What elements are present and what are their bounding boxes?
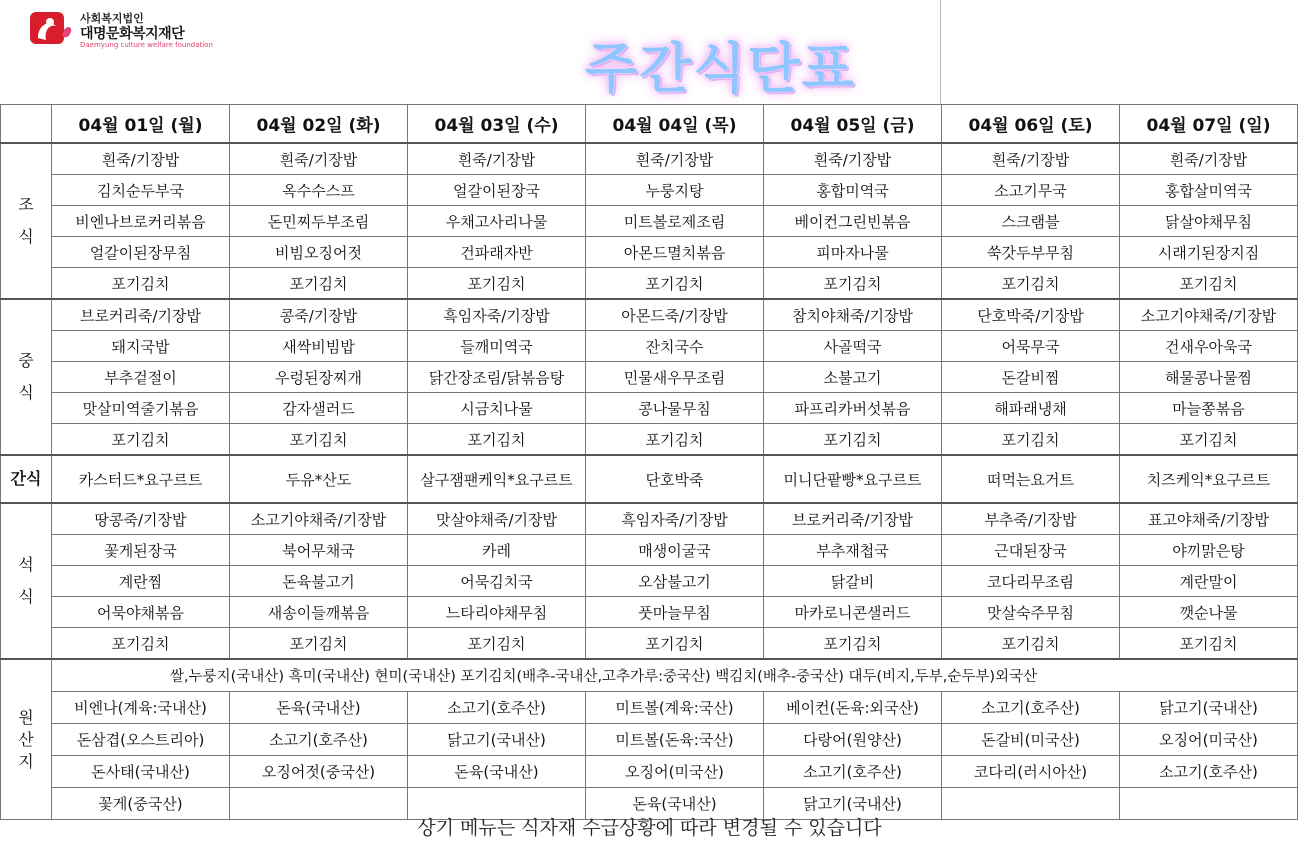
dinner-row (1, 628, 1298, 660)
menu-item: 닭살야채무침 (1120, 206, 1298, 237)
menu-item: 마늘쫑볶음 (1120, 393, 1298, 424)
menu-item: 카레 (408, 535, 586, 566)
origin-item: 돈사태(국내산) (52, 756, 230, 788)
menu-item: 미트볼로제조림 (586, 206, 764, 237)
menu-item: 돈갈비찜 (942, 362, 1120, 393)
snack-label: 간식 (1, 455, 52, 503)
menu-item: 포기김치 (586, 424, 764, 456)
menu-item: 흰죽/기장밥 (408, 143, 586, 175)
origin-common-row (1, 659, 1298, 692)
menu-item: 북어무채국 (230, 535, 408, 566)
menu-item: 흰죽/기장밥 (586, 143, 764, 175)
menu-item: 포기김치 (1120, 424, 1298, 456)
header-divider (940, 0, 941, 104)
origin-item: 비엔나(계육:국내산) (52, 692, 230, 724)
menu-item: 얼갈이된장국 (408, 175, 586, 206)
menu-item: 포기김치 (52, 424, 230, 456)
menu-item: 포기김치 (408, 268, 586, 300)
menu-item: 맛살숙주무침 (942, 597, 1120, 628)
menu-item: 새송이들깨볶음 (230, 597, 408, 628)
menu-item: 포기김치 (942, 268, 1120, 300)
origin-item: 소고기(호주산) (230, 724, 408, 756)
menu-item: 느타리야채무침 (408, 597, 586, 628)
origin-item: 오징어(미국산) (1120, 724, 1298, 756)
menu-item: 우렁된장찌개 (230, 362, 408, 393)
menu-item: 부추재첩국 (764, 535, 942, 566)
menu-item: 포기김치 (52, 268, 230, 300)
origin-item: 꽃게(중국산) (52, 788, 230, 820)
day-header: 04월 07일 (일) (1120, 105, 1298, 144)
menu-item: 베이컨그린빈볶음 (764, 206, 942, 237)
day-header: 04월 02일 (화) (230, 105, 408, 144)
dinner-label: 석 식 (1, 503, 52, 659)
menu-item: 파프리카버섯볶음 (764, 393, 942, 424)
origin-item: 돈육(국내산) (230, 692, 408, 724)
origin-item: 소고기(호주산) (1120, 756, 1298, 788)
lunch-row (1, 362, 1298, 393)
menu-item: 포기김치 (942, 628, 1120, 660)
menu-item: 해파래냉채 (942, 393, 1120, 424)
menu-item: 스크램블 (942, 206, 1120, 237)
menu-item: 야끼맑은탕 (1120, 535, 1298, 566)
menu-item: 풋마늘무침 (586, 597, 764, 628)
menu-item: 포기김치 (230, 268, 408, 300)
origin-item: 오징어젓(중국산) (230, 756, 408, 788)
snack-item: 단호박죽 (586, 455, 764, 503)
corner-cell (1, 105, 52, 144)
day-header-row (1, 105, 1298, 144)
breakfast-row (1, 268, 1298, 300)
origin-item: 닭고기(국내산) (1120, 692, 1298, 724)
menu-item: 오삼불고기 (586, 566, 764, 597)
menu-item: 포기김치 (408, 628, 586, 660)
menu-item: 민물새우무조림 (586, 362, 764, 393)
menu-item: 아몬드멸치볶음 (586, 237, 764, 268)
menu-item: 흰죽/기장밥 (942, 143, 1120, 175)
menu-item: 어묵야채볶음 (52, 597, 230, 628)
menu-item: 브로커리죽/기장밥 (52, 299, 230, 331)
menu-item: 돈육불고기 (230, 566, 408, 597)
menu-item: 코다리무조림 (942, 566, 1120, 597)
menu-item: 사골떡국 (764, 331, 942, 362)
breakfast-row (1, 143, 1298, 175)
origin-item: 다랑어(원양산) (764, 724, 942, 756)
menu-item: 홍합살미역국 (1120, 175, 1298, 206)
page-header (0, 0, 1299, 104)
breakfast-label: 조 식 (1, 143, 52, 299)
menu-item: 건새우아욱국 (1120, 331, 1298, 362)
day-header: 04월 04일 (목) (586, 105, 764, 144)
lunch-row (1, 424, 1298, 456)
menu-item: 소고기야채죽/기장밥 (230, 503, 408, 535)
lunch-row (1, 393, 1298, 424)
origin-label: 원 산 지 (1, 659, 52, 820)
day-header: 04월 03일 (수) (408, 105, 586, 144)
menu-item: 잔치국수 (586, 331, 764, 362)
breakfast-row (1, 206, 1298, 237)
menu-item: 깻순나물 (1120, 597, 1298, 628)
menu-item: 흰죽/기장밥 (230, 143, 408, 175)
menu-item: 꽃게된장국 (52, 535, 230, 566)
menu-item: 부추겉절이 (52, 362, 230, 393)
origin-item: 소고기(호주산) (408, 692, 586, 724)
menu-item: 해물콩나물찜 (1120, 362, 1298, 393)
menu-item: 소고기무국 (942, 175, 1120, 206)
menu-item: 얼갈이된장무침 (52, 237, 230, 268)
menu-item: 포기김치 (764, 628, 942, 660)
snack-item: 미니단팥빵*요구르트 (764, 455, 942, 503)
logo-subtitle: 사회복지법인 (80, 12, 144, 25)
dinner-row (1, 597, 1298, 628)
origin-item: 미트볼(돈육:국산) (586, 724, 764, 756)
menu-item: 포기김치 (408, 424, 586, 456)
origin-item: 코다리(러시아산) (942, 756, 1120, 788)
menu-item: 포기김치 (764, 424, 942, 456)
origin-item: 돈갈비(미국산) (942, 724, 1120, 756)
menu-item: 시래기된장지짐 (1120, 237, 1298, 268)
snack-row (1, 455, 1298, 503)
menu-item: 김치순두부국 (52, 175, 230, 206)
origin-item: 돈삼겹(오스트리아) (52, 724, 230, 756)
lunch-row (1, 331, 1298, 362)
menu-item: 콩나물무침 (586, 393, 764, 424)
menu-item: 닭간장조림/닭볶음탕 (408, 362, 586, 393)
menu-item: 참치야채죽/기장밥 (764, 299, 942, 331)
menu-item: 포기김치 (230, 424, 408, 456)
menu-item: 포기김치 (942, 424, 1120, 456)
menu-item: 소불고기 (764, 362, 942, 393)
menu-item: 계란찜 (52, 566, 230, 597)
menu-item: 땅콩죽/기장밥 (52, 503, 230, 535)
snack-item: 살구잼팬케익*요구르트 (408, 455, 586, 503)
menu-item: 표고야채죽/기장밥 (1120, 503, 1298, 535)
menu-item: 우채고사리나물 (408, 206, 586, 237)
origin-row (1, 692, 1298, 724)
menu-item: 아몬드죽/기장밥 (586, 299, 764, 331)
menu-item: 흑임자죽/기장밥 (408, 299, 586, 331)
origin-row (1, 756, 1298, 788)
logo-mark-icon (28, 10, 76, 48)
menu-item: 흰죽/기장밥 (1120, 143, 1298, 175)
menu-item: 포기김치 (230, 628, 408, 660)
menu-item: 맛살미역줄기볶음 (52, 393, 230, 424)
menu-item: 포기김치 (586, 628, 764, 660)
menu-item: 어묵무국 (942, 331, 1120, 362)
snack-item: 카스터드*요구르트 (52, 455, 230, 503)
menu-item: 계란말이 (1120, 566, 1298, 597)
snack-item: 치즈케익*요구르트 (1120, 455, 1298, 503)
logo-english: Daemyung culture welfare foundation (80, 41, 213, 49)
menu-item: 돼지국밥 (52, 331, 230, 362)
origin-item: 돈육(국내산) (586, 788, 764, 820)
breakfast-row (1, 237, 1298, 268)
notice-text: 상기 메뉴는 식자재 수급상황에 따라 변경될 수 있습니다 (417, 817, 882, 839)
menu-item: 콩죽/기장밥 (230, 299, 408, 331)
origin-row (1, 724, 1298, 756)
menu-item: 시금치나물 (408, 393, 586, 424)
menu-item: 부추죽/기장밥 (942, 503, 1120, 535)
menu-item: 마카로니콘샐러드 (764, 597, 942, 628)
menu-item: 비빔오징어젓 (230, 237, 408, 268)
menu-item: 새싹비빔밥 (230, 331, 408, 362)
menu-item: 어묵김치국 (408, 566, 586, 597)
menu-item: 근대된장국 (942, 535, 1120, 566)
menu-item: 옥수수스프 (230, 175, 408, 206)
origin-common: 쌀,누룽지(국내산) 흑미(국내산) 현미(국내산) 포기김치(배추-국내산,고추가루:중국산) 백김치(배추-중국산) 대두(비지,두부,순두부)외국산 (52, 659, 1298, 692)
origin-item: 닭고기(국내산) (408, 724, 586, 756)
menu-item: 홍합미역국 (764, 175, 942, 206)
day-header: 04월 06일 (토) (942, 105, 1120, 144)
menu-item: 흰죽/기장밥 (764, 143, 942, 175)
lunch-label: 중 식 (1, 299, 52, 455)
origin-item: 닭고기(국내산) (764, 788, 942, 820)
origin-item: 오징어(미국산) (586, 756, 764, 788)
dinner-row (1, 535, 1298, 566)
snack-item: 두유*산도 (230, 455, 408, 503)
menu-item: 포기김치 (764, 268, 942, 300)
menu-item: 흰죽/기장밥 (52, 143, 230, 175)
foundation-logo (28, 8, 228, 52)
menu-item: 닭갈비 (764, 566, 942, 597)
menu-item: 쑥갓두부무침 (942, 237, 1120, 268)
menu-item: 비엔나브로커리볶음 (52, 206, 230, 237)
weekly-menu-table (0, 104, 1298, 820)
menu-item: 소고기야채죽/기장밥 (1120, 299, 1298, 331)
dinner-row (1, 566, 1298, 597)
day-header: 04월 01일 (월) (52, 105, 230, 144)
snack-item: 떠먹는요거트 (942, 455, 1120, 503)
menu-item: 매생이굴국 (586, 535, 764, 566)
lunch-row (1, 299, 1298, 331)
logo-name: 대명문화복지재단 (80, 26, 185, 42)
menu-item: 누룽지탕 (586, 175, 764, 206)
menu-item: 맛살야채죽/기장밥 (408, 503, 586, 535)
menu-item: 흑임자죽/기장밥 (586, 503, 764, 535)
origin-item: 베이컨(돈육:외국산) (764, 692, 942, 724)
origin-item: 미트볼(계육:국산) (586, 692, 764, 724)
origin-item: 소고기(호주산) (764, 756, 942, 788)
menu-item: 포기김치 (1120, 628, 1298, 660)
menu-item: 포기김치 (586, 268, 764, 300)
menu-item: 브로커리죽/기장밥 (764, 503, 942, 535)
dinner-row (1, 503, 1298, 535)
page-title: 주간식단표 (585, 37, 856, 100)
origin-item: 돈육(국내산) (408, 756, 586, 788)
menu-item: 감자샐러드 (230, 393, 408, 424)
day-header: 04월 05일 (금) (764, 105, 942, 144)
menu-item: 들깨미역국 (408, 331, 586, 362)
menu-item: 피마자나물 (764, 237, 942, 268)
breakfast-row (1, 175, 1298, 206)
menu-item: 포기김치 (1120, 268, 1298, 300)
menu-item: 돈민찌두부조림 (230, 206, 408, 237)
origin-item: 소고기(호주산) (942, 692, 1120, 724)
menu-item: 단호박죽/기장밥 (942, 299, 1120, 331)
menu-item: 건파래자반 (408, 237, 586, 268)
menu-item: 포기김치 (52, 628, 230, 660)
